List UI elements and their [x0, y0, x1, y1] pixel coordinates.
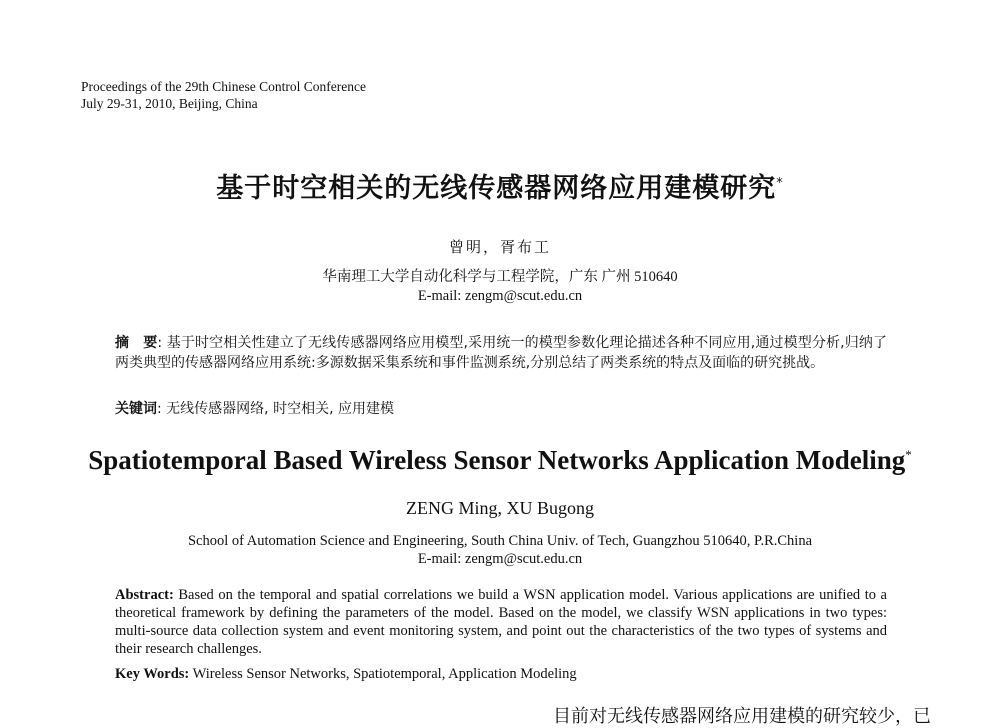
chinese-abstract [115, 334, 887, 373]
english-keywords-label: Key Words: [115, 666, 190, 682]
english-affiliation-block [0, 532, 1000, 568]
english-email: E-mail: zengm@scut.edu.cn [417, 551, 583, 567]
english-abstract-label: Abstract: [115, 587, 174, 603]
body-text-start: 目前对无线传感器网络应用建模的研究较少，已 [553, 706, 931, 727]
chinese-keywords [115, 398, 887, 418]
english-abstract-text: Based on the temporal and spatial correlations we build a WSN application model. Various applications are unified to a theoretical framework by defining the parameters of the model. Based on the model, we classify WSN applications in two types: multi-source data collection system and event monitoring system, and point out the characteristics of the two types of systems and their research challenges. [115, 587, 887, 657]
english-abstract [115, 586, 887, 658]
english-keywords-text: Wireless Sensor Networks, Spatiotemporal, Application Modeling [189, 666, 577, 682]
english-title [0, 445, 1000, 476]
chinese-email: E-mail: zengm@scut.edu.cn [417, 288, 583, 304]
conference-date-location: July 29-31, 2010, Beijing, China [81, 96, 258, 111]
chinese-abstract-label: 摘 要 [115, 335, 158, 351]
chinese-title-text: 基于时空相关的无线传感器网络应用建模研究 [216, 173, 777, 204]
english-authors: ZENG Ming, XU Bugong [406, 498, 594, 518]
conference-header [81, 78, 366, 112]
chinese-keywords-label: 关键词 [115, 401, 157, 417]
chinese-title-footnote-mark: * [776, 176, 784, 191]
chinese-authors: 曾明，胥布工 [448, 238, 551, 256]
conference-name: Proceedings of the 29th Chinese Control Conference [81, 79, 366, 94]
chinese-abstract-text: : 基于时空相关性建立了无线传感器网络应用模型,采用统一的模型参数化理论描述各种不同应用,通过模型分析,归纳了两类典型的传感器网络应用系统:多源数据采集系统和事件监测系统,分别总结了两类系统的特点及面临的研究挑战。 [115, 335, 888, 371]
chinese-title [0, 166, 1000, 205]
english-keywords [115, 666, 887, 683]
chinese-affiliation: 华南理工大学自动化科学与工程学院，广东 广州 510640 [322, 269, 678, 285]
english-affiliation: School of Automation Science and Engineering, South China Univ. of Tech, Guangzhou 510640, P.R.China [187, 533, 813, 549]
english-title-text: Spatiotemporal Based Wireless Sensor Networks Application Modeling [88, 445, 906, 475]
chinese-affiliation-block [0, 268, 1000, 306]
english-title-footnote-mark: * [905, 447, 912, 462]
chinese-keywords-text: : 无线传感器网络, 时空相关, 应用建模 [157, 401, 394, 417]
